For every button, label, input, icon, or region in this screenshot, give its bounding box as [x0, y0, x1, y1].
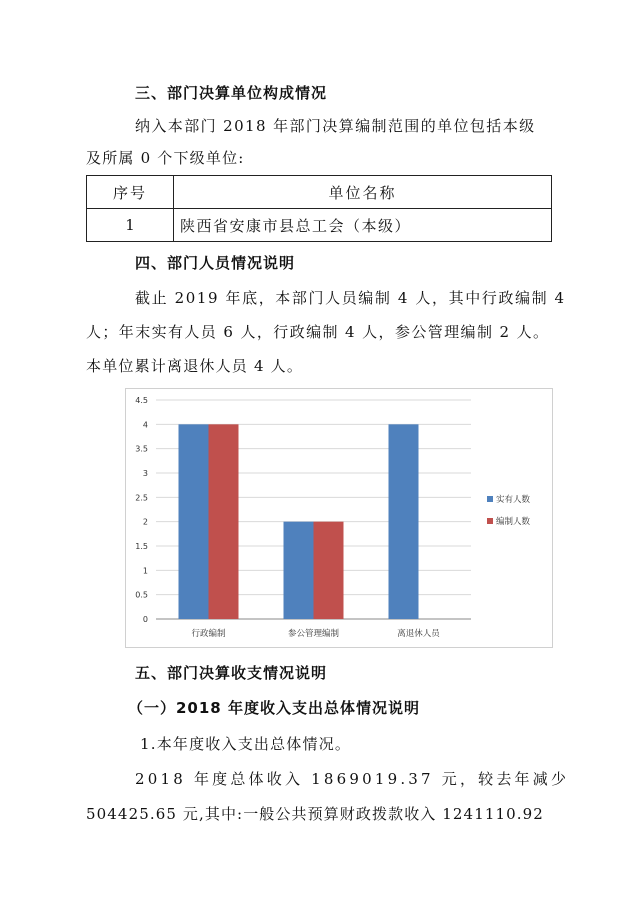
section-5-line-1: 2018 年度总体收入 1869019.37 元，较去年减少	[135, 770, 570, 788]
bar-actual	[389, 424, 419, 619]
staffing-bar-chart	[125, 388, 553, 648]
x-tick-label: 行政编制	[191, 629, 226, 639]
legend-label: 实有人数	[496, 495, 531, 505]
section-4-line-3: 本单位累计离退休人员 4 人。	[86, 357, 304, 375]
y-tick-label: 2.5	[135, 493, 148, 503]
y-tick-label: 4.5	[135, 396, 148, 405]
x-tick-label: 离退休人员	[397, 629, 440, 639]
y-tick-label: 0	[142, 615, 148, 624]
bar-authorized	[314, 522, 344, 619]
y-tick-label: 1.5	[135, 542, 148, 551]
section-5-subheading-1: （一）2018 年度收入支出总体情况说明	[128, 699, 420, 717]
bar-actual	[179, 424, 209, 619]
section-3-para-line-1: 纳入本部门 2018 年部门决算编制范围的单位包括本级	[135, 117, 536, 135]
x-tick-label: 参公管理编制	[287, 629, 340, 639]
unit-table	[86, 175, 552, 242]
section-4-line-1: 截止 2019 年底，本部门人员编制 4 人，其中行政编制 4	[135, 289, 566, 307]
table-row	[87, 209, 552, 242]
y-tick-label: 3	[142, 469, 148, 478]
section-4-line-2: 人；年末实有人员 6 人，行政编制 4 人，参公管理编制 2 人。	[86, 323, 550, 341]
y-tick-label: 0.5	[135, 590, 148, 600]
bar-authorized	[209, 424, 239, 619]
y-tick-label: 1	[142, 566, 148, 576]
section-5-line-2: 504425.65 元,其中:一般公共预算财政拨款收入 1241110.92	[86, 805, 544, 823]
table-header-index: 序号	[87, 176, 174, 209]
section-4-heading: 四、部门人员情况说明	[135, 254, 296, 272]
y-tick-label: 3.5	[135, 444, 148, 454]
chart-svg	[126, 389, 552, 647]
legend-swatch	[487, 518, 493, 524]
y-tick-label: 2	[142, 517, 148, 527]
table-header-row	[87, 176, 552, 209]
legend-label: 编制人数	[496, 517, 531, 527]
bar-actual	[284, 522, 314, 619]
section-3-para-line-2: 及所属 0 个下级单位:	[86, 149, 245, 167]
legend-swatch	[487, 496, 493, 502]
section-5-item-1: 1.本年度收入支出总体情况。	[140, 735, 352, 753]
table-cell-index: 1	[87, 209, 174, 242]
section-5-heading: 五、部门决算收支情况说明	[135, 664, 328, 682]
table-header-unit-name: 单位名称	[174, 176, 552, 209]
y-tick-label: 4	[142, 420, 148, 430]
table-cell-unit-name: 陕西省安康市县总工会（本级）	[174, 209, 552, 242]
section-3-heading: 三、部门决算单位构成情况	[135, 84, 328, 102]
